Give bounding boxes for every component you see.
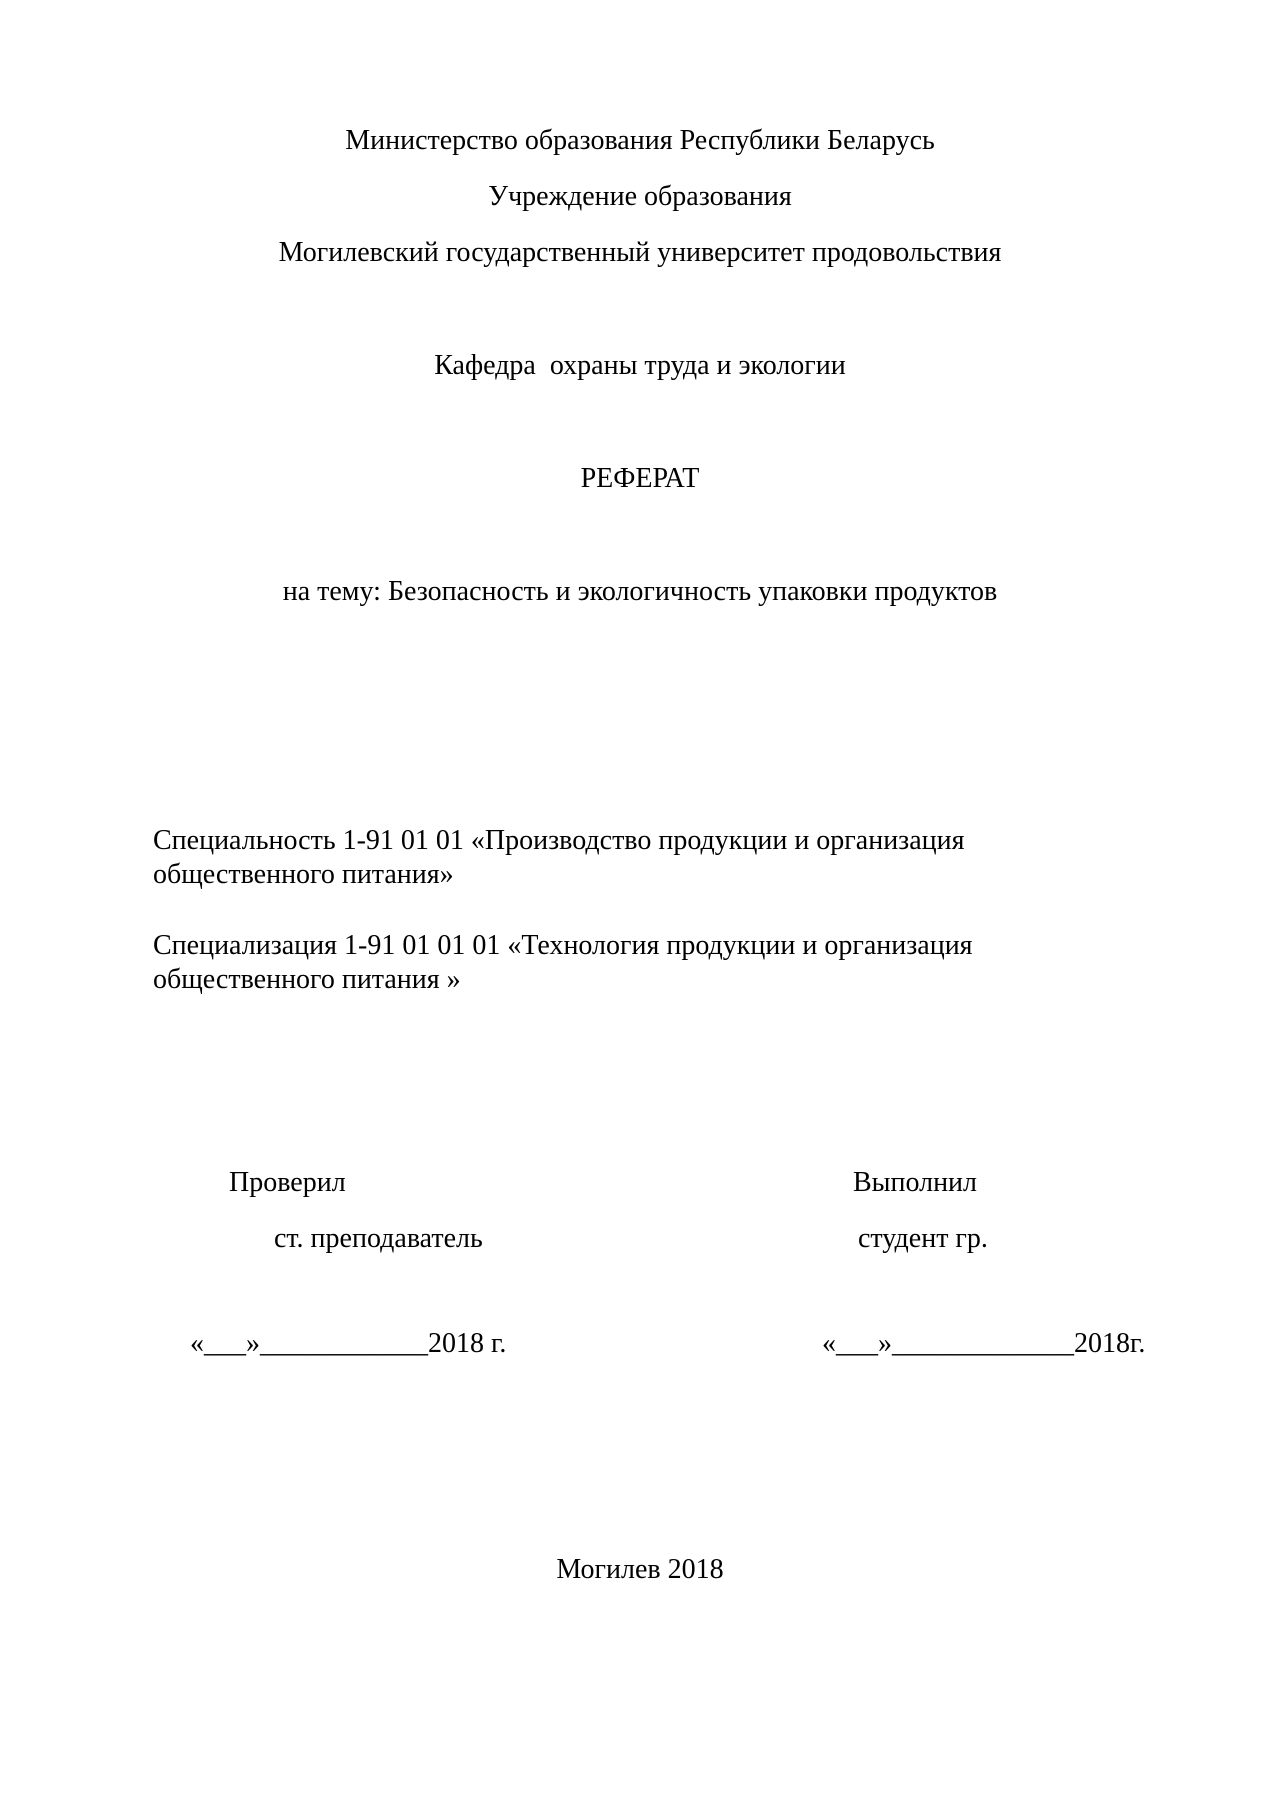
document-type-title: РЕФЕРАТ — [580, 463, 700, 494]
specialization-block — [153, 929, 1133, 997]
department-line: Кафедра охраны труда и экологии — [434, 350, 846, 381]
topic-line: на тему: Безопасность и экологичность упаковки продуктов — [282, 576, 998, 607]
city-year-footer: Могилев 2018 — [556, 1554, 724, 1585]
specialization-line-1: Специализация 1-91 01 01 01 «Технология продукции и организация — [153, 930, 973, 961]
university-line: Могилевский государственный университет продовольствия — [278, 237, 1002, 268]
checked-by-label: Проверил — [229, 1167, 346, 1198]
checked-by-role: ст. преподаватель — [274, 1223, 483, 1254]
specialty-block — [153, 824, 1133, 892]
specialty-line-1: Специальность 1-91 01 01 «Производство продукции и организация — [153, 825, 965, 856]
done-by-date: «___»_____________2018г. — [822, 1328, 1146, 1359]
checked-by-date: «___»____________2018 г. — [190, 1328, 507, 1359]
ministry-line: Министерство образования Республики Беларусь — [345, 125, 935, 156]
specialty-line-2: общественного питания» — [153, 859, 454, 890]
institution-line: Учреждение образования — [488, 181, 792, 212]
specialization-line-2: общественного питания » — [153, 964, 461, 995]
done-by-label: Выполнил — [853, 1167, 978, 1198]
done-by-role: студент гр. — [858, 1223, 988, 1254]
